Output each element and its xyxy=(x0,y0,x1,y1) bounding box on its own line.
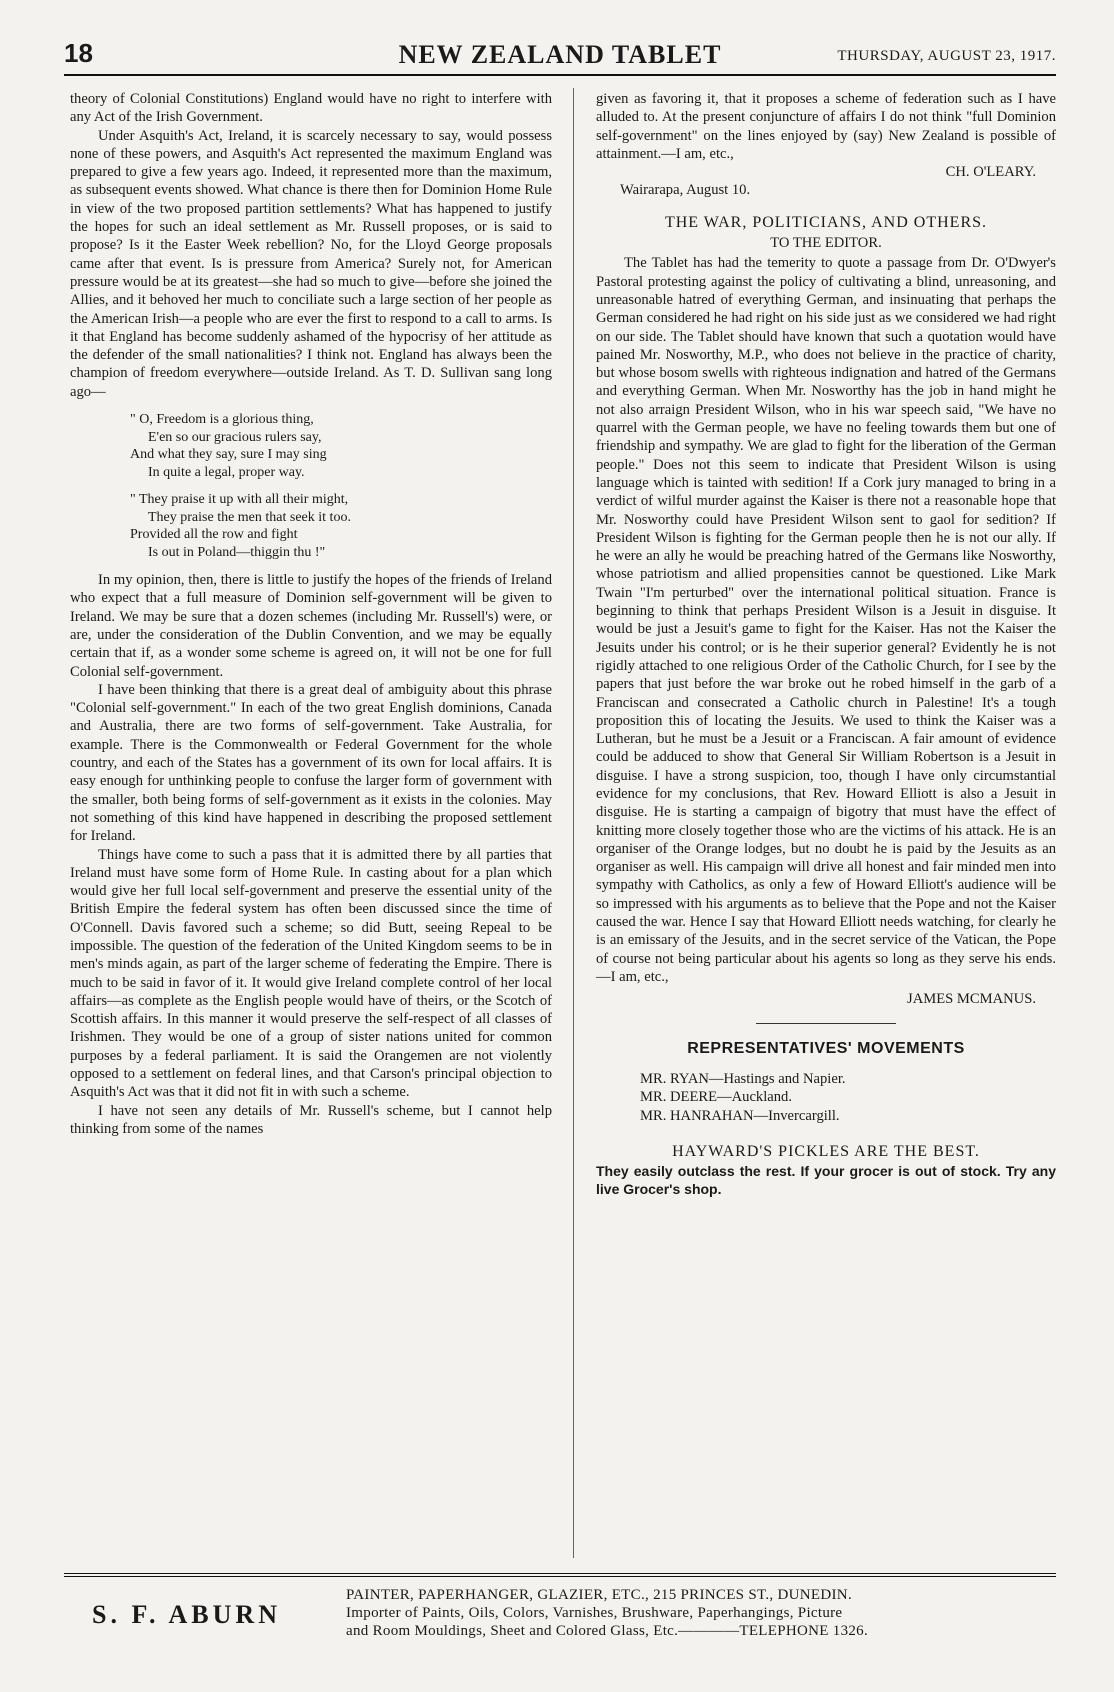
poem-line: And what they say, sure I may sing xyxy=(130,447,327,463)
paragraph: In my opinion, then, there is little to justify the hopes of the friends of Ireland who expect that a full measure of Dominion self-government will be given to Ireland. We may be sure that a dozen schemes (including Mr. Russell's) were, or are, under the consideration of the Dublin Convention, and we may be equally certain that if, as a wonder some scheme is agreed on, it will not be one for full Colonial self-government. xyxy=(70,572,552,680)
rep-item: MR. DEERE—Auckland. xyxy=(640,1089,793,1106)
paragraph: Under Asquith's Act, Ireland, it is scarcely necessary to say, would possess none of these powers, and Asquith's Act represented the maximum England was prepared to give a few years ago. Indeed, it represented more than the maximum, as subsequent events showed. What chance is there then for Dominion Home Rule in view of the two proposed partition settlements? What has happened to justify the hopes for such an ideal settlement as Mr. Russell proposes, or is said to propose? Is it the Easter Week rebellion? No, for the Lloyd George proposals came after that event. Is is pressure from America? Surely not, for American pressure would be at its greatest—she had so much to give—before she joined the Allies, and it behoved her much to conciliate such a large section of her people as the American Irish—a people who are ever the first to respond to a call to arms. Is it that England has become suddenly ashamed of the hypocrisy of her attitude as the defender of the small nationalities? I think not. England has always been the champion of freedom everywhere—outside Ireland. As T. D. Sullivan sang long ago— xyxy=(70,127,552,400)
rep-item: MR. HANRAHAN—Invercargill. xyxy=(640,1107,840,1124)
paragraph: given as favoring it, that it proposes a scheme of federation such as I have alluded to. At the present conjuncture of affairs I do not think "full Dominion self-government" on the lines enjoyed by (say) New Zealand is possible of attainment.—I am, etc., xyxy=(596,91,1056,162)
advert-line: Importer of Paints, Oils, Colors, Varnishes, Brushware, Paperhangings, Picture xyxy=(346,1605,843,1621)
signature: CH. O'LEARY. xyxy=(945,164,1036,181)
section-title: REPRESENTATIVES' MOVEMENTS xyxy=(687,1039,965,1057)
footer-rule xyxy=(64,1573,1056,1577)
paragraph: I have not seen any details of Mr. Russell's scheme, but I cannot help thinking from some of the names xyxy=(70,1102,552,1137)
poem-line: Is out in Poland—thiggin thu !" xyxy=(148,544,326,560)
paragraph: Things have come to such a pass that it is admitted there by all parties that Ireland must have some form of Home Rule. In casting about for a plan which would give her full local self-government and preserve the essential unity of the British Empire the federal system has often been discussed since the time of O'Connell. Davis favored such a scheme; so did Butt, seeing Repeal to be impossible. The question of the federation of the United Kingdom seems to be in men's minds again, as part of the larger scheme of federating the Empire. There is much to be said in favor of it. It would give Ireland complete control of her local affairs—as complete as the English people would have of theirs, or the Scotch of Scottish affairs. In this manner it would preserve the self-respect of all classes of Irishmen. They would be one of a group of sister nations united for common purposes by a federal parliament. It is said the Orangemen are not violently opposed to a settlement on federal lines, and that Carson's principal objection to Asquith's Act was that it did not fit in with such a scheme. xyxy=(70,846,552,1101)
section-rule xyxy=(756,1023,896,1024)
poem-line: E'en so our gracious rulers say, xyxy=(148,429,322,445)
rep-item: MR. RYAN—Hastings and Napier. xyxy=(640,1070,846,1087)
page-header xyxy=(60,38,1060,78)
paragraph: I have been thinking that there is a great deal of ambiguity about this phrase "Colonial self-government." In each of the two great English dominions, Canada and Australia, there are two forms of self-government. Take Australia, for example. There is the Commonwealth or Federal Government for the whole country, and each of the States has a government of its own for local affairs. It is easy enough for unthinking people to confuse the larger form of government with the smaller, both being forms of self-government as it exists in the colonies. May not something of this kind have happened in describing the proposed settlement for Ireland. xyxy=(70,681,552,845)
dateline: THURSDAY, AUGUST 23, 1917. xyxy=(837,48,1056,64)
poem-stanza xyxy=(130,411,552,481)
poem-line: " O, Freedom is a glorious thing, xyxy=(130,412,314,428)
footer-advert xyxy=(64,1586,1056,1656)
poem-line: " They praise it up with all their might, xyxy=(130,492,349,508)
paragraph: The Tablet has had the temerity to quote a passage from Dr. O'Dwyer's Pastoral protesting against the policy of cultivating a blind, unreasoning, and unreasonable hatred of everything German, and insinuating that perhaps the German considered he had right on his side just as we considered we had right on our side. The Tablet should have known that such a quotation would have pained Mr. Nosworthy, M.P., who does not believe in the practice of charity, but whose bosom swells with righteous indignation and hatred of the Germans and everything German. When Mr. Nosworthy has the job in hand might he not also arraign President Wilson, who in his war speech said, "We have no quarrel with the German people, we have no feeling towards them but one of friendship and sympathy. We are glad to fight for the liberation of the German people." Does not this seem to indicate that President Wilson is using language which is tainted with sedition! If a Cork jury managed to bring in a verdict of wilful murder against the Kaiser is there not a reasonable hope that Mr. Nosworthy could have President Wilson sent to gaol for sedition? If President Wilson is fighting for the German people then he is not our ally. If he were an ally he would be preaching hatred of the Germans like Nosworthy, whose patriotism and allied propensities cannot be questioned. Like Mark Twain "I'm perturbed" over the international political situation. France is beginning to think that perhaps President Wilson is a Jesuit in disguise. It would be just a Jesuit's game to fight for the Kaiser. Has not the Kaiser the Jesuits under his control; or is he their superior general? Evidently he is not rigidly attached to one religious Order of the Catholic Church, for I see by the papers that just before the war broke out he robed himself in the garb of a Franciscan and consecrated a Catholic church in Palestine! It's a tough proposition this of locating the Jesuits. We used to think the Kaiser was a Lutheran, but he must be a Jesuit or a Franciscan. A fair amount of evidence could be adduced to show that General Sir William Robertson is a Jesuit in disguise. I have a strong suspicion, too, though I have only circumstantial evidence for my conclusions, that Rev. Howard Elliott is also a Jesuit in disguise. He is starting a campaign of bigotry that must have the effect of knitting more closely together those who are the victims of his attack. He is an organiser of the Orange lodges, but no doubt he is paid by the Jesuits as an organiser as well. His campaign will drive all honest and fair minded men into sympathy with Catholics, as only a few of Howard Elliott's audience will be so impressed with his arguments as to believe that the Pope and not the Kaiser caused the war. Hence I say that Howard Elliott needs watching, for clearly he is an emissary of the Jesuits, and in the secret service of the Vatican, the Pope of course not being particular about his agents so long as they serve his ends.—I am, etc., xyxy=(596,255,1056,985)
ad-title: HAYWARD'S PICKLES ARE THE BEST. xyxy=(672,1143,980,1161)
to-editor: TO THE EDITOR. xyxy=(770,235,882,252)
place-date: Wairarapa, August 10. xyxy=(620,182,751,199)
advert-line: and Room Mouldings, Sheet and Colored Glass, Etc.————TELEPHONE 1326. xyxy=(346,1623,869,1639)
poem-stanza xyxy=(130,491,552,561)
left-column xyxy=(70,90,552,1138)
column-divider xyxy=(573,88,574,1558)
right-column xyxy=(596,90,1056,1198)
poem-line: In quite a legal, proper way. xyxy=(148,464,305,480)
masthead: NEW ZEALAND TABLET xyxy=(398,40,722,69)
signature: JAMES MCMANUS. xyxy=(907,991,1036,1008)
page-number: 18 xyxy=(64,38,93,68)
poem-line: Provided all the row and fight xyxy=(130,527,298,543)
article-heading: THE WAR, POLITICIANS, AND OTHERS. xyxy=(664,213,988,231)
advert-text xyxy=(346,1586,1056,1640)
header-rule xyxy=(64,74,1056,76)
advert-line: PAINTER, PAPERHANGER, GLAZIER, ETC., 215 PRINCES ST., DUNEDIN. xyxy=(346,1587,852,1603)
advertiser-logo: S. F. ABURN xyxy=(92,1600,281,1629)
paragraph: theory of Colonial Constitutions) England would have no right to interfere with any Act of the Irish Government. xyxy=(70,91,552,126)
poem xyxy=(130,411,552,561)
ad-body: They easily outclass the rest. If your grocer is out of stock. Try any live Grocer's shop. xyxy=(596,1162,1056,1197)
poem-line: They praise the men that seek it too. xyxy=(148,509,351,525)
